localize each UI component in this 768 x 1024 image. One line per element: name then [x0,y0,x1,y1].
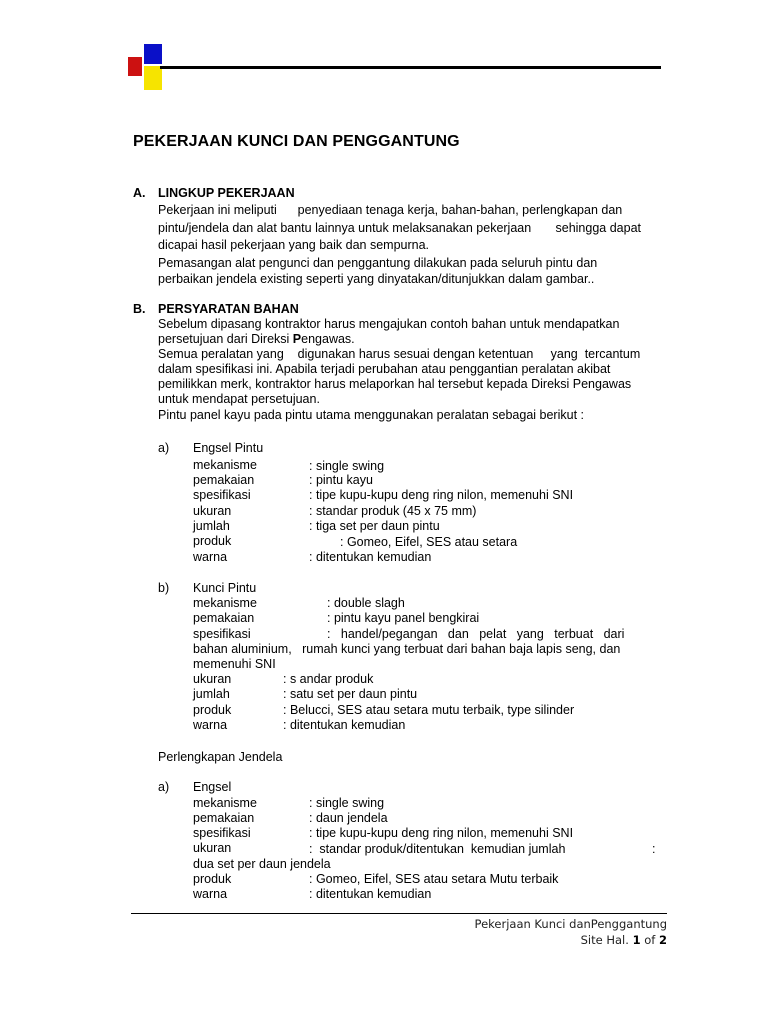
approval-prefix: persetujuan dari Direksi [158,332,293,346]
spec-value: : s andar produk [283,672,374,686]
footer-doc-title: Pekerjaan Kunci danPenggantung [474,917,667,931]
spec-value: : double slagh [327,596,405,610]
spec-label: produk [193,703,232,717]
section-a-letter: A. [133,186,146,200]
logo-red-square [128,57,142,76]
section-b-line: Pintu panel kayu pada pintu utama menggunakan peralatan sebagai berikut : [158,408,584,422]
spec-label: pemakaian [193,473,255,487]
footer-page-prefix: Site Hal. [580,933,629,947]
page-title: PEKERJAAN KUNCI DAN PENGGANTUNG [133,133,460,150]
section-b-line: Sebelum dipasang kontraktor harus mengajukan contoh bahan untuk mendapatkan [158,317,620,331]
spec-continuation: memenuhi SNI [193,657,276,671]
spec-label: pemakaian [193,811,255,825]
spec-continuation: bahan aluminium, rumah kunci yang terbuat dari bahan baja lapis seng, dan [193,642,621,656]
spec-label: ukuran [193,504,232,518]
footer-page-total: 2 [658,933,667,947]
spec-value: : Gomeo, Eifel, SES atau setara Mutu terbaik [309,872,559,886]
spec-label: produk [193,534,232,548]
section-a-line: perbaikan jendela existing seperti yang dinyatakan/ditunjukkan dalam gambar.. [158,272,595,286]
spec-value: : ditentukan kemudian [309,887,432,901]
spec-label: warna [193,718,228,732]
item-a-marker: a) [158,441,170,455]
footer-page-info [581,933,667,947]
spec-label: warna [193,887,228,901]
spec-value: : single swing [309,796,385,810]
spec-value: : ditentukan kemudian [283,718,406,732]
spec-label: ukuran [193,841,232,855]
jendela-heading: Perlengkapan Jendela [158,750,283,764]
spec-label: jumlah [193,687,230,701]
footer-of: of [644,933,656,947]
spec-label: mekanisme [193,596,257,610]
spec-label: produk [193,872,232,886]
logo-blue-square [144,44,162,64]
spec-value: : standar produk/ditentukan kemudian jumlah [309,842,566,856]
section-b-approval-line [158,332,355,347]
spec-label: mekanisme [193,796,257,810]
spec-value: : Belucci, SES atau setara mutu terbaik, type silinder [283,703,575,717]
spec-label: warna [193,550,228,564]
section-b-letter: B. [133,302,146,316]
spec-value: : tiga set per daun pintu [309,519,440,533]
item-a-title: Engsel Pintu [193,441,264,455]
section-b-line: untuk mendapat persetujuan. [158,392,320,406]
section-b-heading: PERSYARATAN BAHAN [158,302,299,316]
section-a-line: Pemasangan alat pengunci dan penggantung dilakukan pada seluruh pintu dan [158,256,598,270]
approval-bold-letter: P [292,332,302,346]
section-b-line: Semua peralatan yang digunakan harus sesuai dengan ketentuan yang tercantum [158,347,641,361]
spec-continuation: dua set per daun jendela [193,857,331,871]
spec-label: pemakaian [193,611,255,625]
spec-value: : tipe kupu-kupu deng ring nilon, memenuhi SNI [309,488,574,502]
spec-label: spesifikasi [193,826,251,840]
spec-value: : daun jendela [309,811,388,825]
spec-value: : pintu kayu [309,473,373,487]
spec-value: : ditentukan kemudian [309,550,432,564]
item-b-title: Kunci Pintu [193,581,257,595]
jendela-marker: a) [158,780,170,794]
jendela-title: Engsel [193,780,232,794]
footer-rule [131,913,667,914]
spec-value: : pintu kayu panel bengkirai [327,611,480,625]
logo-yellow-square [144,66,162,90]
ukuran-trailing-colon: : [652,842,656,856]
spec-value: : handel/pegangan dan pelat yang terbuat dari [327,627,625,641]
spec-label: spesifikasi [193,488,251,502]
approval-suffix: engawas. [301,332,355,346]
header-rule [160,66,661,69]
spec-value: : tipe kupu-kupu deng ring nilon, memenuhi SNI [309,826,574,840]
section-b-line: pemilikkan merk, kontraktor harus melaporkan hal tersebut kepada Direksi Pengawas [158,377,632,391]
spec-value: : satu set per daun pintu [283,687,418,701]
item-b-marker: b) [158,581,170,595]
section-a-line: dicapai hasil pekerjaan yang baik dan sempurna. [158,238,430,252]
spec-value: : Gomeo, Eifel, SES atau setara [340,535,518,549]
spec-label: mekanisme [193,458,257,472]
spec-label: ukuran [193,672,232,686]
spec-value: : single swing [309,459,385,473]
section-b-line: dalam spesifikasi ini. Apabila terjadi perubahan atau penggantian peralatan akibat [158,362,611,376]
spec-label: jumlah [193,519,230,533]
section-a-line: Pekerjaan ini meliputi penyediaan tenaga kerja, bahan-bahan, perlengkapan dan [158,203,623,217]
spec-label: spesifikasi [193,627,251,641]
section-a-line: pintu/jendela dan alat bantu lainnya untuk melaksanakan pekerjaan sehingga dapat [158,221,641,235]
spec-value: : standar produk (45 x 75 mm) [309,504,477,518]
section-a-heading: LINGKUP PEKERJAAN [158,186,295,200]
footer-page-number: 1 [632,933,641,947]
